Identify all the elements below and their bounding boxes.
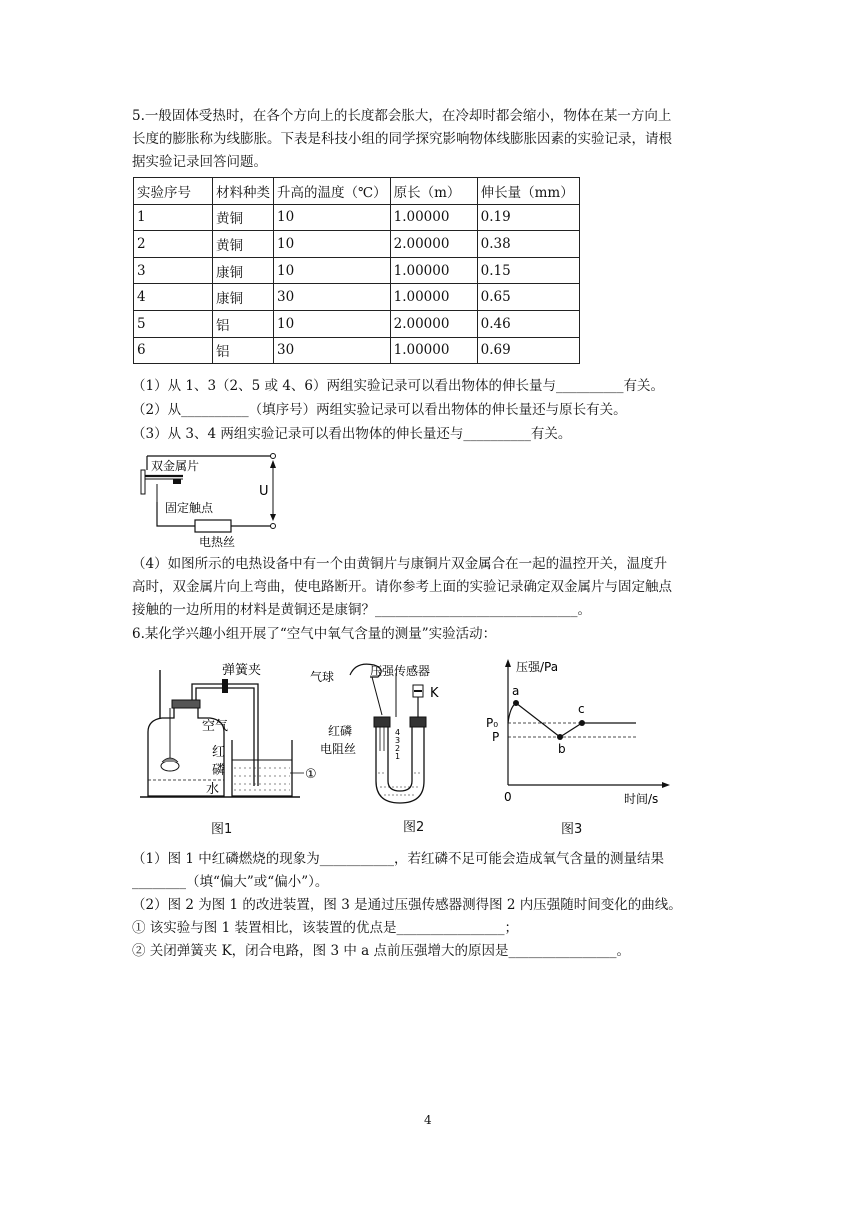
q6-sub2-line2: ① 该实验与图 1 装置相比，该装置的优点是________________； xyxy=(132,920,518,936)
table-cell: 6 xyxy=(134,337,213,364)
bimetal-label: 双金属片 xyxy=(151,459,200,473)
table-cell: 1.00000 xyxy=(390,257,477,284)
scale-3: 3 xyxy=(395,736,401,745)
table-cell: 0.46 xyxy=(477,310,579,337)
fixed-contact-block xyxy=(173,479,181,484)
table-cell: 2.00000 xyxy=(390,310,477,337)
scale-4: 4 xyxy=(395,728,401,737)
label-a: a xyxy=(512,684,520,698)
figure-1-caption: 图1 xyxy=(211,822,233,837)
q5-sub4-line3: 接触的一边所用的材料是黄铜还是康铜？______________________________。 xyxy=(132,602,591,618)
scale-1: 1 xyxy=(395,752,401,761)
table-cell: 铝 xyxy=(213,310,274,337)
red-phosphorus-label-2: 磷 xyxy=(212,763,226,778)
table-cell: 黄铜 xyxy=(213,204,274,231)
figure-3-pressure-graph xyxy=(480,655,680,815)
table-cell: 0.65 xyxy=(477,284,579,311)
table-cell: 10 xyxy=(274,310,391,337)
red-phosphorus-label-1: 红 xyxy=(212,745,226,760)
q5-intro-line1: 5.一般固体受热时，在各个方向上的长度都会胀大，在冷却时都会缩小，物体在某一方向上 xyxy=(132,108,672,124)
table-row xyxy=(134,257,580,284)
q5-sub4-line2: 高时，双金属片向上弯曲，使电路断开。请你参考上面的实验记录确定双金属片与固定触点 xyxy=(132,579,672,595)
table-header-cell: 升高的温度（℃） xyxy=(274,178,391,205)
table-header-cell: 材料种类 xyxy=(213,178,274,205)
table-header-cell: 原长（m） xyxy=(390,178,477,205)
table-cell: 2 xyxy=(134,231,213,258)
table-cell: 0.15 xyxy=(477,257,579,284)
voltage-label: U xyxy=(259,484,269,499)
q5-intro-line3: 据实验记录回答问题。 xyxy=(132,154,267,170)
point-b xyxy=(557,734,563,740)
table-row xyxy=(134,204,580,231)
thermostat-circuit-diagram xyxy=(135,448,295,548)
table-cell: 康铜 xyxy=(213,257,274,284)
q6-sub1-line2: ________（填“偏大”或“偏小”）。 xyxy=(132,874,329,890)
sensor-label: 压强传感器 xyxy=(370,664,431,678)
table-cell: 10 xyxy=(274,257,391,284)
air-label: 空气 xyxy=(202,719,229,734)
y-axis-label: 压强/Pa xyxy=(516,660,559,674)
p-label: P xyxy=(492,730,500,744)
table-cell: 30 xyxy=(274,284,391,311)
page-number: 4 xyxy=(424,1113,432,1127)
table-cell: 1.00000 xyxy=(390,284,477,311)
table-header-cell: 伸长量（mm） xyxy=(477,178,579,205)
table-row xyxy=(134,337,580,364)
x-axis-label: 时间/s xyxy=(624,792,659,806)
fixed-contact-label: 固定触点 xyxy=(165,501,214,515)
table-cell: 0.38 xyxy=(477,231,579,258)
q5-sub3: （3）从 3、4 两组实验记录可以看出物体的伸长量还与__________有关。 xyxy=(132,426,572,442)
balloon-label: 气球 xyxy=(310,670,335,684)
label-c: c xyxy=(578,702,585,716)
table-cell: 1.00000 xyxy=(390,337,477,364)
table-cell: 铝 xyxy=(213,337,274,364)
table-row xyxy=(134,310,580,337)
label-b: b xyxy=(558,742,566,756)
table-cell: 0.19 xyxy=(477,204,579,231)
heater-label: 电热丝 xyxy=(199,535,236,548)
table-row xyxy=(134,231,580,258)
red-phosphorus-label: 红磷 xyxy=(328,724,353,738)
p0-label: P₀ xyxy=(486,716,499,730)
q6-sub2-line1: （2）图 2 为图 1 的改进装置，图 3 是通过压强传感器测得图 2 内压强随时间变化的曲线。 xyxy=(132,897,682,913)
table-header-cell: 实验序号 xyxy=(134,178,213,205)
q5-intro-line2: 长度的膨胀称为线膨胀。下表是科技小组的同学探究影响物体线膨胀因素的实验记录，请根 xyxy=(132,131,672,147)
q5-sub2: （2）从__________（填序号）两组实验记录可以看出物体的伸长量还与原长有关。 xyxy=(132,402,627,418)
table-cell: 4 xyxy=(134,284,213,311)
switch-k-label: K xyxy=(430,686,439,701)
table-cell: 5 xyxy=(134,310,213,337)
table-cell: 康铜 xyxy=(213,284,274,311)
spring-clip-label: 弹簧夹 xyxy=(222,663,262,678)
table-header-row xyxy=(134,178,580,205)
water-label: 水 xyxy=(206,782,220,797)
table-cell: 2.00000 xyxy=(390,231,477,258)
table-cell: 30 xyxy=(274,337,391,364)
pressure-curve xyxy=(508,703,636,737)
heater-resistor xyxy=(195,520,231,532)
table-cell: 10 xyxy=(274,231,391,258)
resistance-wire-label: 电阻丝 xyxy=(320,742,357,756)
q5-sub1: （1）从 1、3（2、5 或 4、6）两组实验记录可以看出物体的伸长量与__________有关。 xyxy=(132,378,664,394)
scale-2: 2 xyxy=(395,744,401,753)
table-cell: 1 xyxy=(134,204,213,231)
q6-intro: 6.某化学兴趣小组开展了“空气中氧气含量的测量”实验活动： xyxy=(132,626,497,642)
table-cell: 10 xyxy=(274,204,391,231)
q6-sub2-line3: ② 关闭弹簧夹 K，闭合电路，图 3 中 a 点前压强增大的原因是________________。 xyxy=(132,943,630,959)
figure-2-caption: 图2 xyxy=(403,820,425,835)
table-cell: 0.69 xyxy=(477,337,579,364)
table-row xyxy=(134,284,580,311)
q6-sub1-line1: （1）图 1 中红磷燃烧的现象为___________，若红磷不足可能会造成氧气含量的测量结果 xyxy=(132,851,665,867)
table-cell: 3 xyxy=(134,257,213,284)
figure-3-caption: 图3 xyxy=(561,822,583,837)
origin-label: 0 xyxy=(504,790,512,804)
figure-1-apparatus xyxy=(140,660,320,840)
marker-1-label: ① xyxy=(305,767,317,782)
point-c xyxy=(579,720,585,726)
point-a xyxy=(513,700,519,706)
experiment-table xyxy=(133,177,580,364)
q5-sub4-line1: （4）如图所示的电热设备中有一个由黄铜片与康铜片双金属合在一起的温控开关，温度升 xyxy=(132,556,668,572)
table-cell: 黄铜 xyxy=(213,231,274,258)
table-cell: 1.00000 xyxy=(390,204,477,231)
